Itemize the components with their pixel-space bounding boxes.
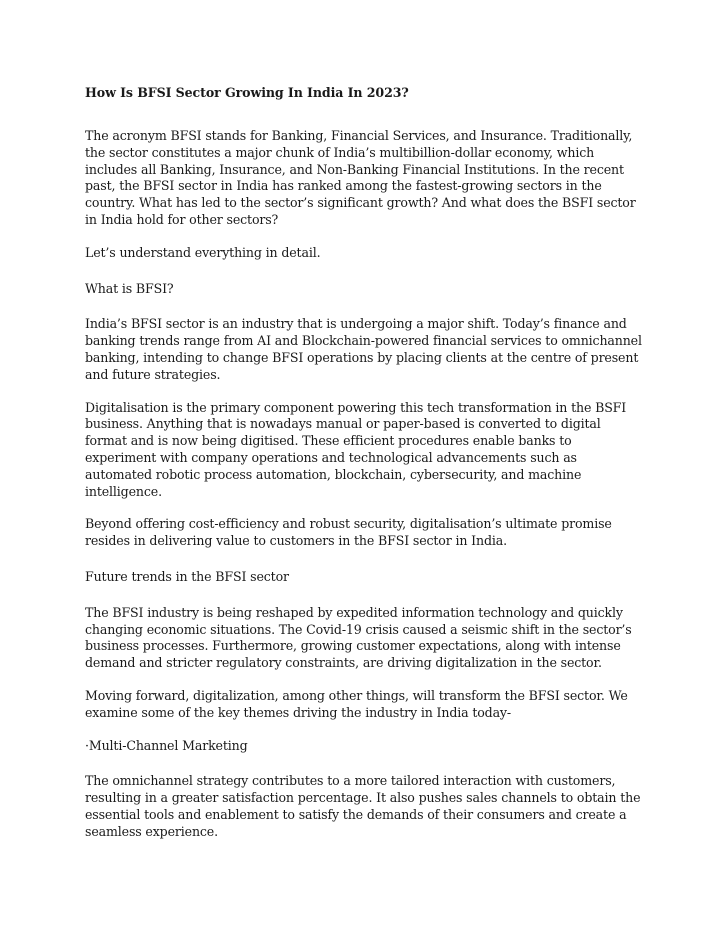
paragraph-reshaped: The BFSI industry is being reshaped by expedited information technology and quickly changing economic situations. The Covid-19 crisis caused a seismic shift in the sector’s business processes. Furthermore, growing customer expectations, along with intense demand and stricter regulatory constraints, are driving digitalization in the sector.	[85, 604, 632, 671]
paragraph-omnichannel: The omnichannel strategy contributes to a more tailored interaction with customers, resulting in a greater satisfaction percentage. It also pushes sales channels to obtain the essential tools and enablement to satisfy the demands of their consumers and create a seamless experience.	[85, 773, 641, 839]
heading-future-trends: Future trends in the BFSI sector	[85, 568, 289, 584]
paragraph-moving-forward: Moving forward, digitalization, among other things, will transform the BFSI sector. We examine some of the key themes driving the industry in India today-	[85, 687, 628, 720]
heading-what-is-bfsi: What is BFSI?	[85, 280, 174, 296]
paragraph-digitalisation: Digitalisation is the primary component powering this tech transformation in the BSFI business. Anything that is nowadays manual or paper-based is converted to digital format and is now being digitised. These efficient procedures enable banks to experiment with company operations and technological advancements such as automated robotic process automation, blockchain, cybersecurity, and machine intelligence.	[85, 399, 627, 499]
paragraph-beyond: Beyond offering cost-efficiency and robust security, digitalisation’s ultimate promise resides in delivering value to customers in the BFSI sector in India.	[85, 516, 612, 549]
heading-multi-channel: ·Multi-Channel Marketing	[85, 737, 248, 753]
paragraph-industry-shift: India’s BFSI sector is an industry that is undergoing a major shift. Today’s finance and banking trends range from AI and Blockchain-powered financial services to omnichannel banking, intending to change BFSI operations by placing clients at the centre of present and future strategies.	[85, 316, 642, 382]
paragraph-intro: The acronym BFSI stands for Banking, Financial Services, and Insurance. Traditionally, the sector constitutes a major chunk of India’s multibillion-dollar economy, which includes all Banking, Insurance, and Non-Banking Financial Institutions. In the recent past, the BFSI sector in India has ranked among the fastest-growing sectors in the country. What has led to the sector’s significant growth? And what does the BSFI sector in India hold for other sectors?	[85, 128, 636, 227]
document-title: How Is BFSI Sector Growing In India In 2023?	[85, 85, 409, 100]
document-page	[85, 84, 645, 841]
paragraph-understand: Let’s understand everything in detail.	[85, 244, 321, 260]
